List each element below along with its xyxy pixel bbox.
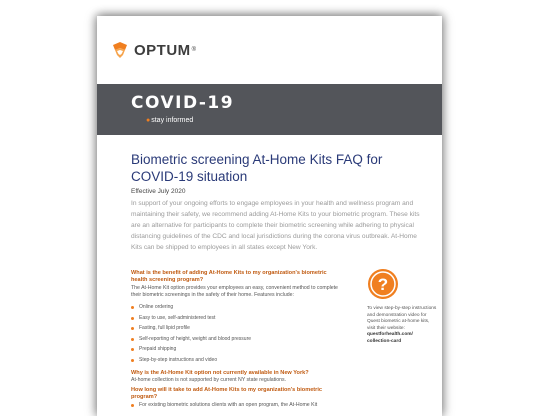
banner-subtitle xyxy=(146,117,193,124)
document-title: Biometric screening At-Home Kits FAQ for COVID-19 situation xyxy=(131,152,383,184)
question-circle-icon xyxy=(367,268,399,300)
faq-item-benefit xyxy=(131,270,341,365)
list-item xyxy=(131,355,341,366)
optum-logo-icon xyxy=(110,40,130,60)
faq-question: How long will it take to add At-Home Kits to my organization's biometric program? xyxy=(131,387,323,400)
faq-answer: At-home collection is not supported by current NY state regulations. xyxy=(131,377,287,383)
covid-banner xyxy=(97,84,442,135)
bullet-icon xyxy=(131,317,134,320)
bullet-icon xyxy=(131,306,134,309)
optum-wordmark: OPTUM xyxy=(134,41,191,59)
bullet-dot-icon: ● xyxy=(146,117,151,124)
quest-website-link[interactable]: questforhealth.com/ collection-card xyxy=(367,332,413,344)
list-item-text: Step-by-step instructions and video xyxy=(139,356,218,363)
faq-question: What is the benefit of adding At-Home Kits to my organization's biometric health screening program? xyxy=(131,270,327,283)
list-item-text: Fasting, full lipid profile xyxy=(139,325,190,331)
faq-question: Why is the At-Home Kit option not currently available in New York? xyxy=(131,370,309,376)
effective-date: Effective July 2020 xyxy=(131,188,186,195)
list-item-text: Self-reporting of height, weight and blood pressure xyxy=(139,335,252,342)
list-item xyxy=(131,302,341,313)
registered-mark: ® xyxy=(191,47,197,53)
bullet-icon xyxy=(131,359,134,362)
optum-logo xyxy=(110,37,196,63)
svg-text:?: ? xyxy=(377,275,389,294)
intro-paragraph: In support of your ongoing efforts to engage employees in your health and wellness program and maintaining their safety, we recommend adding At-Home Kits to your biometric program. These kits are an alternative for participants to complete their biometric screening while adhering to physical distancing guidelines of the CDC and local jurisdictions during the corona virus outbreak. At-Home Kits can be shipped to employees in all states except New York. xyxy=(131,200,420,251)
document-page xyxy=(97,16,442,416)
list-item-text: Prepaid shipping xyxy=(139,346,177,352)
bullet-icon xyxy=(131,338,134,341)
faq-answer: The At-Home Kit option provides your employees an easy, convenient method to complete their biometric screenings in the safety of their home. Features include: xyxy=(131,285,338,298)
list-item xyxy=(131,334,341,345)
bullet-icon xyxy=(131,404,134,407)
list-item xyxy=(131,323,341,334)
video-info-description: To view step-by-step instructions and demonstration video for Quest biometric at-home kits, visit their website: xyxy=(367,306,437,331)
bullet-icon xyxy=(131,327,134,330)
list-item xyxy=(131,313,341,324)
list-item xyxy=(131,344,341,355)
list-item-text: Easy to use, self-administered test xyxy=(139,314,216,321)
faq-answer xyxy=(131,402,341,409)
feature-list xyxy=(131,302,341,365)
faq-item-timing xyxy=(131,387,341,409)
video-info-text xyxy=(367,306,437,345)
faq-answer-text: For existing biometric solutions clients with an open program, the At-Home Kit xyxy=(139,402,318,408)
banner-subtitle-text: stay informed xyxy=(151,117,194,124)
list-item-text: Online ordering xyxy=(139,304,174,310)
banner-title: COVID-19 xyxy=(131,93,235,113)
faq-item-new-york xyxy=(131,370,376,384)
bullet-icon xyxy=(131,348,134,351)
